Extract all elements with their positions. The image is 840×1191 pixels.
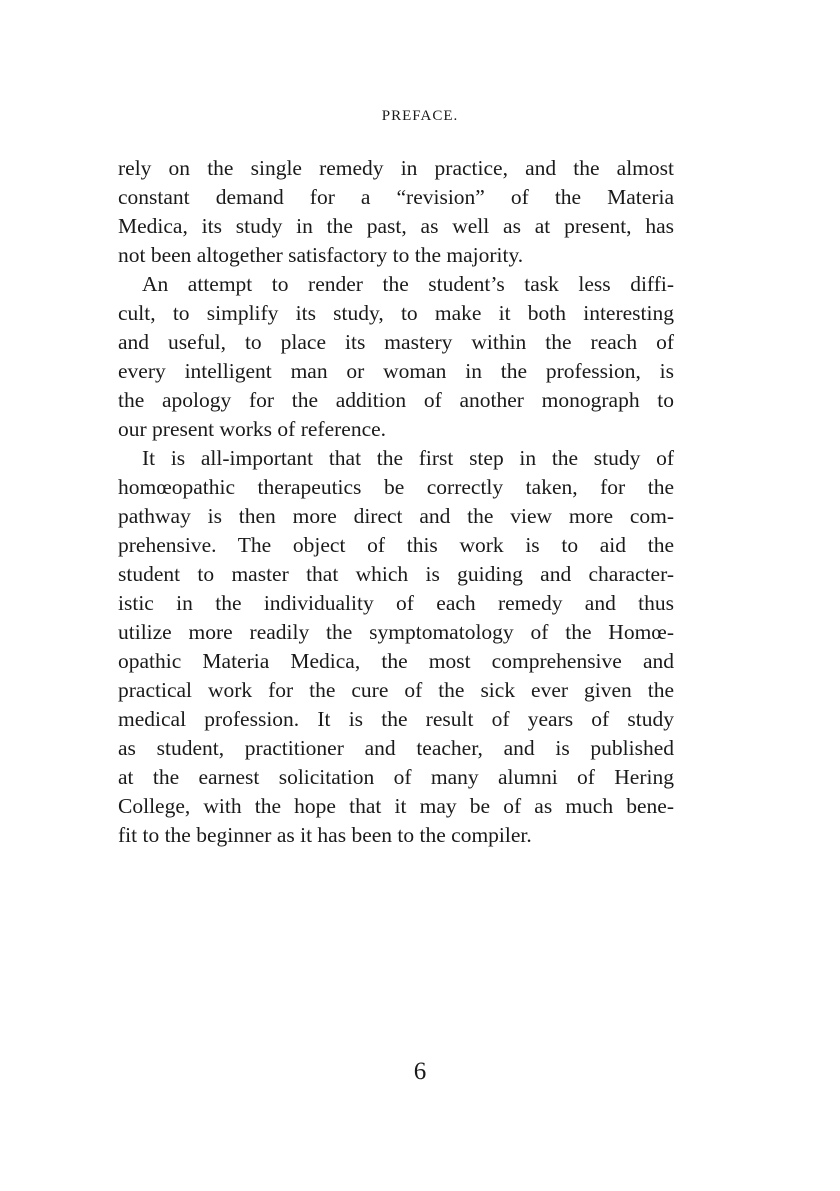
text-line: rely on the single remedy in practice, and the almost xyxy=(118,156,674,180)
text-line: the apology for the addition of another monograph to xyxy=(118,388,674,412)
page-number: 6 xyxy=(413,1058,427,1085)
text-line: opathic Materia Medica, the most comprehensive and xyxy=(118,649,674,673)
text-line: practical work for the cure of the sick ever given the xyxy=(118,678,674,702)
text-line: utilize more readily the symptomatology of the Homœ- xyxy=(118,620,674,644)
text-line: our present works of reference. xyxy=(118,417,387,441)
running-head: PREFACE. xyxy=(381,108,459,124)
text-line: fit to the beginner as it has been to the compiler. xyxy=(118,823,532,847)
text-line: homœopathic therapeutics be correctly taken, for the xyxy=(118,475,674,499)
text-line: student to master that which is guiding and character- xyxy=(118,562,674,586)
text-line: prehensive. The object of this work is to aid the xyxy=(118,533,674,557)
text-line: cult, to simplify its study, to make it both interesting xyxy=(118,301,674,325)
text-line: and useful, to place its mastery within the reach of xyxy=(118,330,674,354)
text-line: istic in the individuality of each remedy and thus xyxy=(118,591,674,615)
text-line: not been altogether satisfactory to the majority. xyxy=(118,243,524,267)
text-line: constant demand for a “revision” of the Materia xyxy=(118,185,674,209)
text-line: at the earnest solicitation of many alumni of Hering xyxy=(118,765,674,789)
text-line: An attempt to render the student’s task less diffi- xyxy=(142,272,674,296)
preface-body xyxy=(118,154,674,850)
text-line: as student, practitioner and teacher, and is published xyxy=(118,736,674,760)
text-line: It is all-important that the first step in the study of xyxy=(142,446,674,470)
text-line: pathway is then more direct and the view more com- xyxy=(118,504,674,528)
text-line: Medica, its study in the past, as well as at present, has xyxy=(118,214,674,238)
text-line: medical profession. It is the result of years of study xyxy=(118,707,674,731)
text-line: College, with the hope that it may be of as much bene- xyxy=(118,794,674,818)
text-line: every intelligent man or woman in the profession, is xyxy=(118,359,674,383)
